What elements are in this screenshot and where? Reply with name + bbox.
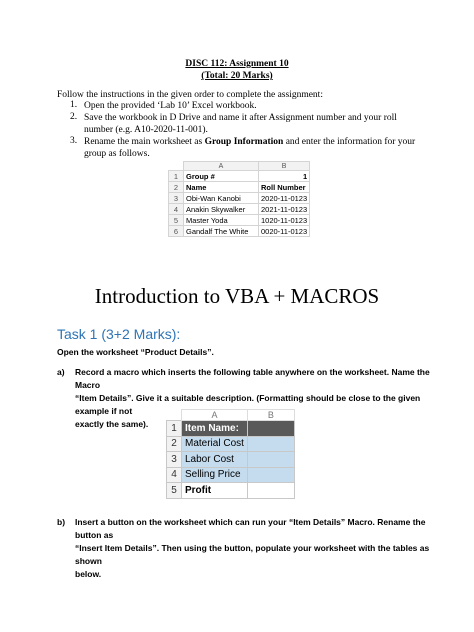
item-a-line: Record a macro which inserts the following table anywhere on the worksheet. Name the Macro: [75, 367, 430, 390]
item-b-line: “Insert Item Details”. Then using the button, populate your worksheet with the tables as shown: [75, 543, 430, 566]
table-row: [169, 193, 310, 204]
column-header: B: [259, 162, 310, 171]
instruction-text-pre: Rename the main worksheet as: [84, 137, 205, 147]
task-open-line: Open the worksheet “Product Details”.: [57, 347, 214, 357]
cell-a: Selling Price: [182, 467, 248, 483]
instruction-bold-term: Group Information: [204, 137, 284, 147]
cell-b: Roll Number: [259, 182, 310, 193]
column-header: B: [247, 410, 294, 421]
table-row: [167, 483, 295, 499]
row-number: 5: [169, 215, 184, 226]
cell-a: Group #: [184, 171, 259, 182]
column-header: A: [182, 410, 248, 421]
table-row: [169, 204, 310, 215]
cell-b: 1: [259, 171, 310, 182]
row-number: 3: [169, 193, 184, 204]
corner-cell: [167, 410, 182, 421]
corner-cell: [169, 162, 184, 171]
item-a-label: a): [57, 367, 65, 377]
row-number: 1: [169, 171, 184, 182]
cell-a: Obi-Wan Kanobi: [184, 193, 259, 204]
row-number: 2: [169, 182, 184, 193]
cell-b: 2021-11-0123: [259, 204, 310, 215]
task-heading: Task 1 (3+2 Marks):: [57, 326, 181, 342]
table-row: [167, 467, 295, 483]
row-number: 1: [167, 421, 182, 437]
cell-a: Gandalf The White: [184, 226, 259, 237]
table-row: [167, 452, 295, 468]
item-a-line: exactly the same).: [75, 419, 149, 429]
row-number: 4: [169, 204, 184, 215]
column-header: A: [184, 162, 259, 171]
assignment-title: DISC 112: Assignment 10: [185, 59, 289, 69]
item-b-line: Insert a button on the worksheet which can run your “Item Details” Macro. Rename the button as: [75, 517, 426, 540]
cell-b: [247, 436, 294, 452]
row-number: 4: [167, 467, 182, 483]
cell-b: [247, 467, 294, 483]
cell-b: [247, 452, 294, 468]
instruction-text: [84, 136, 444, 148]
item-b-label: b): [57, 517, 66, 527]
cell-a: Name: [184, 182, 259, 193]
instruction-text: group as follows.: [84, 149, 150, 159]
table-row: [169, 215, 310, 226]
item-a-line: “Item Details”. Give it a suitable description. (Formatting should be close to the given example if not: [75, 393, 421, 416]
group-info-sheet: [168, 161, 310, 237]
row-number: 5: [167, 483, 182, 499]
item-b-line: below.: [75, 569, 102, 579]
instruction-text-post: and enter the information for your: [283, 137, 416, 147]
cell-b: 2020-11-0123: [259, 193, 310, 204]
row-number: 2: [167, 436, 182, 452]
instruction-number: 2.: [70, 112, 78, 122]
cell-b: [247, 483, 294, 499]
row-number: 3: [167, 452, 182, 468]
cell-a: Item Name:: [182, 421, 248, 437]
table-row: [167, 436, 295, 452]
cell-a: Material Cost: [182, 436, 248, 452]
table-row: [167, 421, 295, 437]
cell-a: Labor Cost: [182, 452, 248, 468]
instruction-text: number (e.g. A10-2020-11-001).: [84, 125, 208, 135]
section-title: Introduction to VBA + MACROS: [94, 284, 380, 308]
table-row: [169, 171, 310, 182]
item-details-sheet: [166, 409, 295, 499]
table-row: [169, 226, 310, 237]
cell-a: Profit: [182, 483, 248, 499]
item-b-text: [75, 516, 435, 581]
intro-text: Follow the instructions in the given order to complete the assignment:: [57, 90, 323, 100]
instruction-number: 1.: [70, 100, 78, 110]
table-row: [169, 182, 310, 193]
assignment-total-marks: (Total: 20 Marks): [201, 71, 273, 81]
cell-b: 0020-11-0123: [259, 226, 310, 237]
instruction-text: Save the workbook in D Drive and name it after Assignment number and your roll: [84, 113, 397, 123]
cell-a: Anakin Skywalker: [184, 204, 259, 215]
row-number: 6: [169, 226, 184, 237]
cell-b: 1020-11-0123: [259, 215, 310, 226]
instruction-number: 3.: [70, 136, 78, 146]
cell-b: [247, 421, 294, 437]
instruction-text: Open the provided ‘Lab 10’ Excel workbook.: [84, 101, 257, 111]
cell-a: Master Yoda: [184, 215, 259, 226]
